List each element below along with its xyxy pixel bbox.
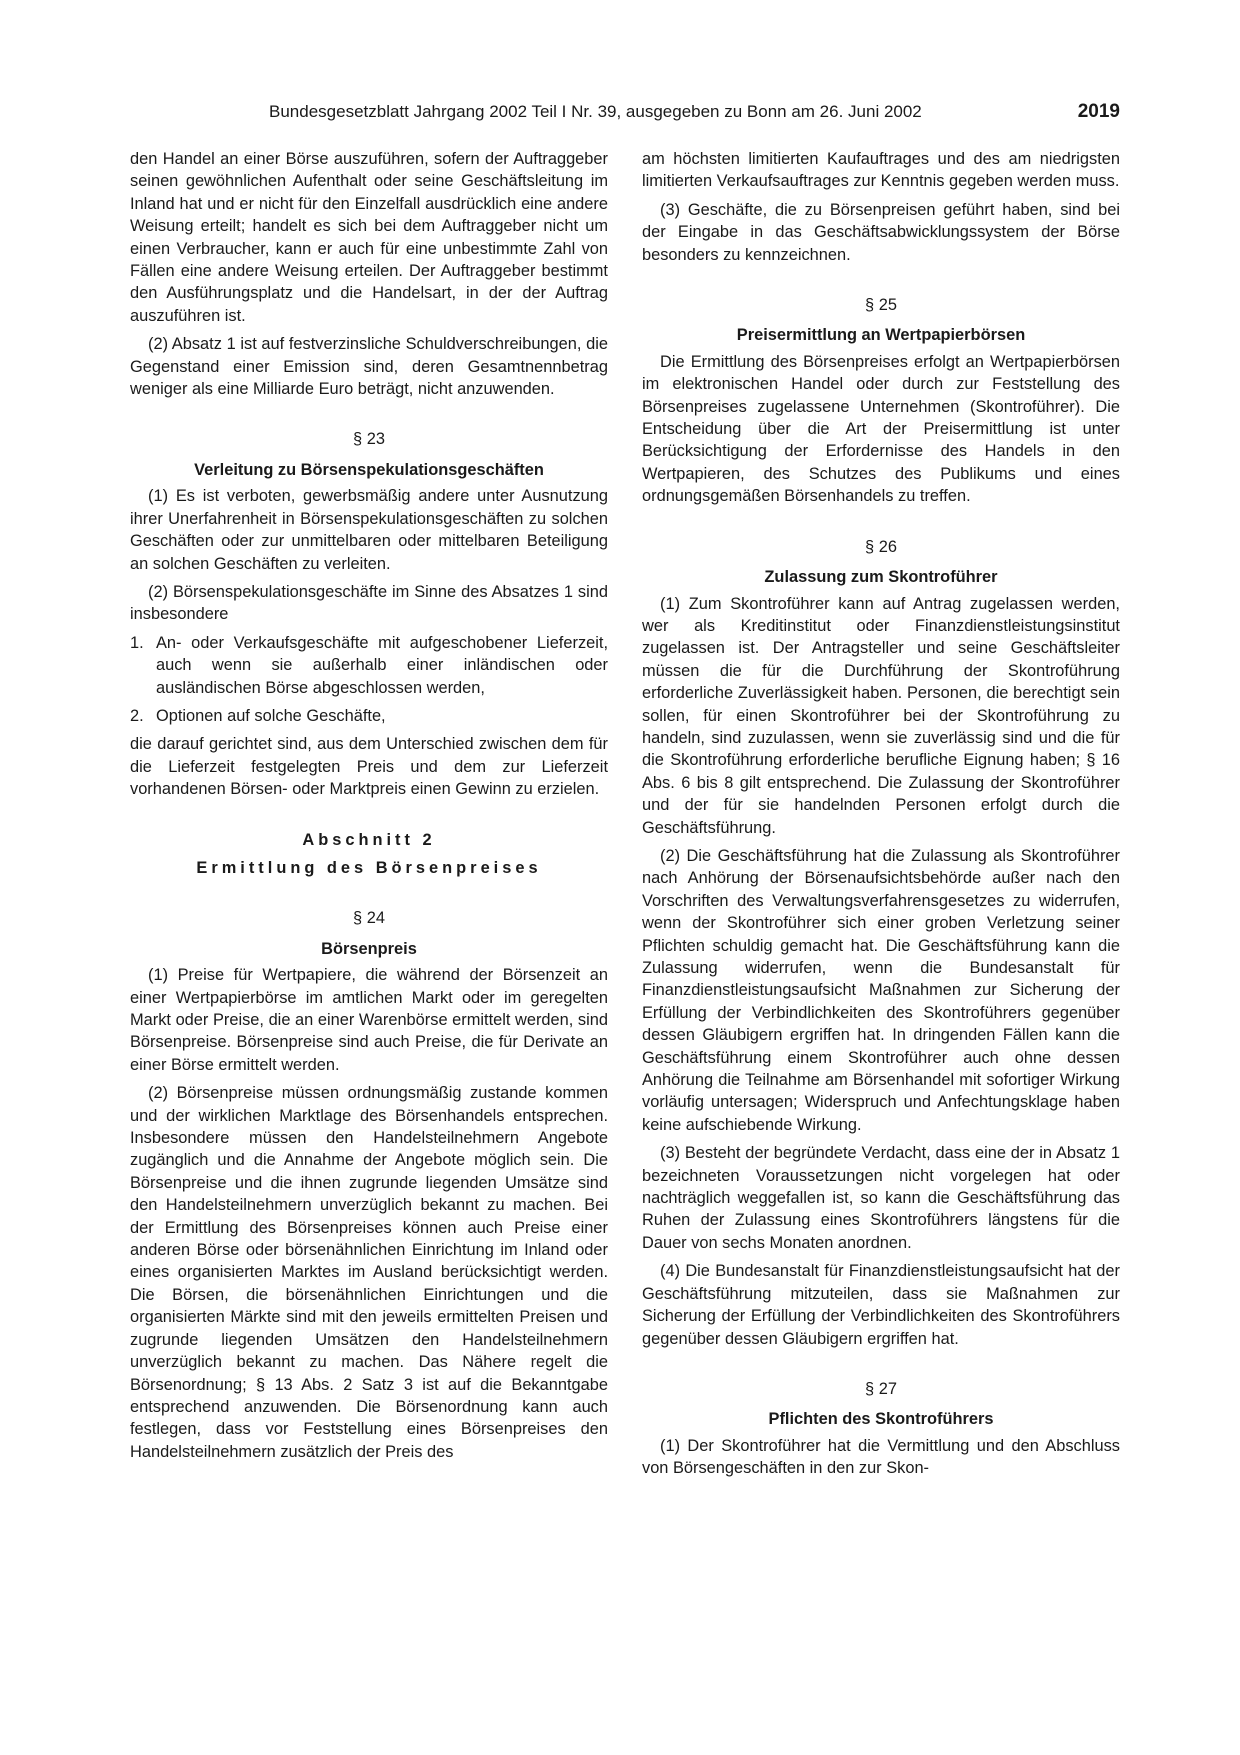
list-item-number: 1. [130,633,144,652]
section-title: Börsenpreis [321,939,417,958]
paragraph: den Handel an einer Börse auszuführen, sofern der Auftraggeber seinen gewöhnlichen Aufenthalt oder seine Geschäftsleitung im Inland hat und er nicht für den Einzelfall ausdrücklich eine andere Weisung erteilt; handelt es sich bei dem Auftraggeber nicht um einen Verbraucher, kann er auch für eine unbestimmte Zahl von Fällen eine andere Weisung erteilen. Der Auftraggeber bestimmt den Ausführungsplatz und die Handelsart, in der der Auftrag auszuführen ist. [130,150,608,325]
list-item-number: 2. [130,706,144,725]
section-number: § 26 [865,537,897,556]
section-title: Pflichten des Skontroführers [768,1410,994,1429]
paragraph: (2) Börsenspekulationsgeschäfte im Sinne des Absatzes 1 sind insbesondere [130,582,608,624]
paragraph: (1) Es ist verboten, gewerbsmäßig andere unter Ausnutzung ihrer Unerfahrenheit in Börsenspekulationsgeschäften zu solchen Geschäften oder zur unmittelbaren oder mittelbaren Beteiligung an solchen Geschäften zu verleiten. [130,487,608,573]
list-item [130,632,608,699]
section-number: § 27 [865,1379,897,1398]
section-title: Preisermittlung an Wertpapierbörsen [736,326,1026,345]
paragraph: (3) Geschäfte, die zu Börsenpreisen geführt haben, sind bei der Eingabe in das Geschäftsabwicklungssystem der Börse besonders zu kennzeichnen. [642,200,1120,264]
paragraph: (1) Zum Skontroführer kann auf Antrag zugelassen werden, wer als Kreditinstitut oder Finanzdienstleistungsinstitut zugelassen ist. Der Antragsteller und seine Geschäftsleiter müssen die für die Durchführung der Skontroführung erforderliche Zuverlässigkeit haben. Personen, die berechtigt sein sollen, für einen Skontroführer bei der Skontroführung zu handeln, sind zuzulassen, wenn sie zuverlässig sind und die für die Skontroführung erforderliche berufliche Eignung haben; § 16 Abs. 6 bis 8 gilt entsprechend. Die Zulassung der Skontroführer und der für sie handelnden Personen erfolgt durch die Geschäftsführung. [642,594,1120,837]
paragraph: (2) Die Geschäftsführung hat die Zulassung als Skontroführer nach Anhörung der Börsenaufsichtsbehörde außer nach den Vorschriften des Verwaltungsverfahrensgesetzes zu widerrufen, wenn der Skontroführer sich einer groben Verletzung seiner Pflichten schuldig gemacht hat. Die Geschäftsführung kann die Zulassung widerrufen, wenn die Bundesanstalt für Finanzdienstleistungsaufsicht Maßnahmen zur Sicherung der Erfüllung der Verbindlichkeiten des Skontroführers gegenüber dessen Gläubigern ergriffen hat. In dringenden Fällen kann die Geschäftsführung einem Skontroführer auch ohne dessen Anhörung die Teilnahme am Börsenhandel mit sofortiger Wirkung vorläufig untersagen; Widerspruch und Anfechtungsklage haben keine aufschiebende Wirkung. [642,846,1120,1134]
section-title: Verleitung zu Börsenspekulationsgeschäften [194,460,544,479]
section-number: § 23 [353,430,385,449]
paragraph: (1) Preise für Wertpapiere, die während der Börsenzeit an einer Wertpapierbörse im amtlichen Markt oder im geregelten Markt oder Preise, die an einer Warenbörse ermittelt werden, sind Börsenpreise. Börsenpreise sind auch Preise, die für Derivate an einer Börse ermittelt werden. [130,966,608,1074]
list-item [130,705,608,727]
chapter-title: Ermittlung des Börsenpreises [196,858,542,877]
page-number: 2019 [1077,101,1120,122]
paragraph: (1) Der Skontroführer hat die Vermittlung und den Abschluss von Börsengeschäften in den zur Skon- [642,1436,1120,1478]
section-title: Zulassung zum Skontroführer [764,568,998,587]
paragraph: (2) Börsenpreise müssen ordnungsmäßig zustande kommen und der wirklichen Marktlage des Börsenhandels entsprechen. Insbesondere müssen den Handelsteilnehmern Angebote zugänglich und die Annahme der Angebote möglich sein. Die Börsenpreise und die ihnen zugrunde liegenden Umsätze sind den Handelsteilnehmern unverzüglich bekannt zu machen. Bei der Ermittlung des Börsenpreises können auch Preise einer anderen Börse oder börsenähnlichen Einrichtung im Inland oder eines organisierten Marktes im Ausland berücksichtigt werden. Die Börsen, die börsenähnlichen Einrichtungen und die organisierten Märkte sind mit den jeweils ermittelten Preisen und zugrunde liegenden Umsätzen den Handelsteilnehmern unverzüglich bekannt zu machen. Das Nähere regelt die Börsenordnung; § 13 Abs. 2 Satz 3 ist auf die Bekanntgabe entsprechend anzuwenden. Die Börsenordnung kann auch festlegen, dass vor Feststellung eines Börsenpreises den Handelsteilnehmern zusätzlich der Preis des [130,1084,608,1461]
paragraph: (2) Absatz 1 ist auf festverzinsliche Schuldverschreibungen, die Gegenstand einer Emission sind, deren Gesamtnennbetrag weniger als eine Milliarde Euro beträgt, nicht anzuwenden. [130,335,608,399]
enumeration-list [130,632,608,728]
paragraph: (3) Besteht der begründete Verdacht, dass eine der in Absatz 1 bezeichneten Voraussetzungen nicht vorgelegen hat oder nachträglich weggefallen ist, so kann die Geschäftsführung das Ruhen der Zulassung eines Skontroführers längstens für die Dauer von sechs Monaten anordnen. [642,1144,1120,1252]
list-item-text: An- oder Verkaufsgeschäfte mit aufgeschobener Lieferzeit, auch wenn sie außerhalb einer inländischen oder ausländischen Börse abgeschlossen werden, [156,633,608,697]
right-column [642,148,1120,1486]
chapter-heading: Abschnitt 2 [302,830,436,849]
paragraph: am höchsten limitierten Kaufauftrages und des am niedrigsten limitierten Verkaufsauftrages zur Kenntnis gegeben werden muss. [642,150,1120,191]
paragraph: die darauf gerichtet sind, aus dem Unterschied zwischen dem für die Lieferzeit festgelegten Preis und dem zur Lieferzeit vorhandenen Börsen- oder Marktpreis einen Gewinn zu erzielen. [130,735,608,799]
paragraph: Die Ermittlung des Börsenpreises erfolgt an Wertpapierbörsen im elektronischen Handel oder durch zur Feststellung des Börsenpreises zugelassene Unternehmen (Skontroführer). Die Entscheidung über die Art der Preisermittlung ist unter Berücksichtigung der Erfordernisse des Handels in den Wertpapieren, des Schutzes des Publikums und eines ordnungsgemäßen Börsenhandels zu treffen. [642,352,1120,506]
section-number: § 25 [865,296,897,315]
paragraph: (4) Die Bundesanstalt für Finanzdienstleistungsaufsicht hat der Geschäftsführung mitzuteilen, dass sie Maßnahmen zur Sicherung der Erfüllung der Verbindlichkeiten des Skontroführers gegenüber dessen Gläubigern ergriffen hat. [642,1262,1120,1348]
list-item-text: Optionen auf solche Geschäfte, [156,706,386,725]
section-number: § 24 [353,909,385,928]
running-header: Bundesgesetzblatt Jahrgang 2002 Teil I Nr. 39, ausgegeben zu Bonn am 26. Juni 2002 [269,102,922,121]
page-header [130,99,1120,125]
left-column [130,148,608,1469]
